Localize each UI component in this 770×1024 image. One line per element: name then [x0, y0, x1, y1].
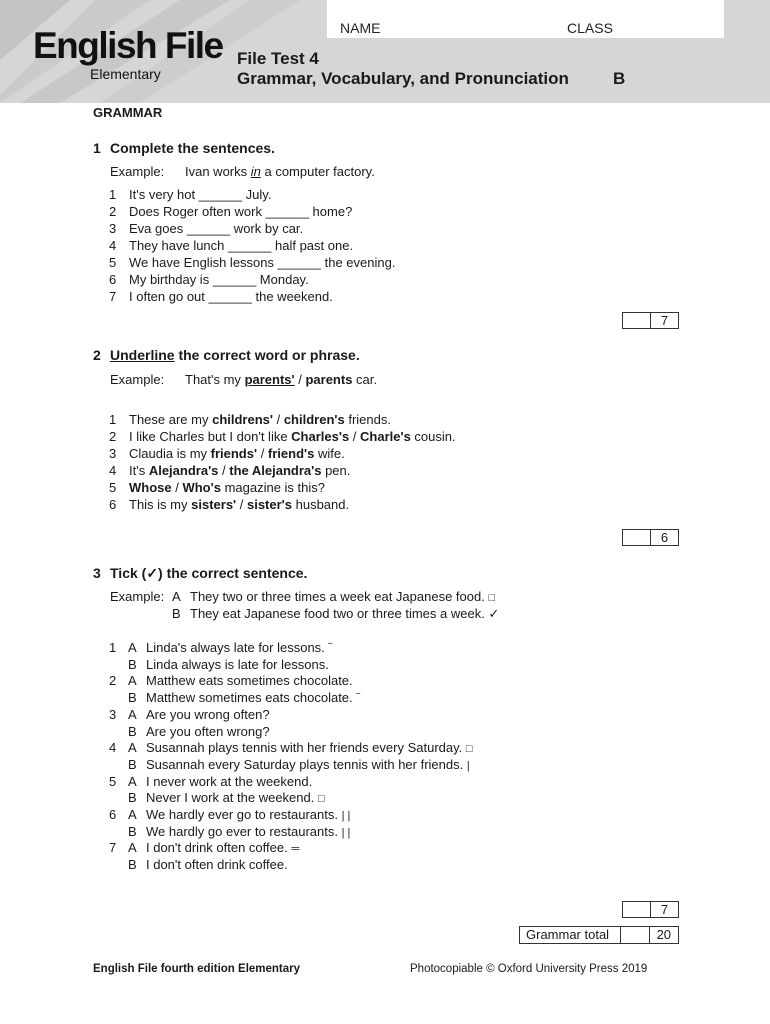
q3-item-number: 7	[109, 840, 117, 856]
q2-item-text	[129, 497, 349, 512]
q2-item-post: cousin.	[410, 429, 456, 444]
q3-item-letter: B	[128, 723, 137, 739]
q2-item-number: 6	[109, 497, 117, 512]
q1-item-text: I often go out ______ the weekend.	[129, 289, 333, 304]
q2-item-separator: /	[272, 412, 284, 427]
q1-item-text: It's very hot ______ July.	[129, 187, 272, 202]
q3-example-label: Example:	[110, 589, 165, 604]
q2-item-post: wife.	[314, 446, 345, 461]
q3-item-sentence: Never I work at the weekend.	[146, 790, 315, 806]
q2-score-box: 6	[622, 529, 679, 546]
q1-score-box: 7	[622, 312, 679, 329]
q3-item-mark-icon: □	[465, 743, 473, 756]
q3-item-mark-icon: | |	[341, 826, 351, 839]
q3-item-number: 6	[109, 807, 117, 822]
q2-item-option-a: Charles's	[291, 429, 350, 444]
q2-number: 2	[93, 347, 101, 363]
test-version: B	[613, 69, 626, 88]
q3-item-mark-icon: |	[466, 759, 470, 772]
q3-item-text	[146, 724, 270, 739]
q3-item-mark-icon: ‾	[328, 643, 333, 655]
q3-item-number: 1	[109, 640, 117, 655]
q2-instruction: Underline the correct word or phrase.	[110, 347, 360, 363]
grammar-total-label: Grammar total	[520, 927, 621, 943]
q2-example: That's my parents' / parents car.	[185, 372, 378, 387]
name-label: NAME	[340, 20, 381, 36]
q3-instruction: Tick (✓) the correct sentence.	[110, 565, 308, 581]
q1-item-number: 7	[109, 289, 117, 304]
q3-item-letter: A	[128, 640, 137, 655]
q3-item-letter: A	[128, 840, 137, 856]
q2-item-option-a: childrens'	[212, 412, 273, 427]
q3-item-text	[146, 640, 332, 655]
q2-item-number: 2	[109, 429, 117, 444]
q3-item-text	[146, 673, 353, 688]
q2-item-post: magazine is this?	[220, 480, 326, 495]
q3-item-mark-icon: □	[317, 793, 325, 806]
q2-item-separator: /	[171, 480, 183, 495]
q2-item-pre: I like Charles but I don't like	[129, 429, 292, 444]
q2-item-text	[129, 480, 325, 495]
grammar-total-box	[519, 926, 679, 944]
q3-item-mark-icon: ‾	[356, 693, 360, 706]
q2-item-post: friends.	[344, 412, 391, 427]
q3-item-sentence: I don't drink often coffee.	[146, 840, 288, 856]
q3-item-text	[146, 824, 350, 839]
q3-score-box: 7	[622, 901, 679, 918]
q2-item-text	[129, 463, 350, 478]
q2-item-option-a: Alejandra's	[148, 463, 219, 478]
q1-instruction: Complete the sentences.	[110, 140, 275, 156]
q3-item-letter: A	[128, 740, 137, 756]
q1-example-label: Example:	[110, 164, 165, 179]
q3-item-sentence: Matthew sometimes eats chocolate.	[146, 690, 353, 706]
q1-item-number: 5	[109, 255, 117, 270]
logo-title: English File	[33, 25, 223, 66]
q2-item-option-a: Whose	[129, 480, 172, 495]
q3-item-letter: B	[128, 690, 137, 706]
q2-item-option-b: Charle's	[360, 429, 411, 444]
q3-item-sentence: I never work at the weekend.	[146, 773, 313, 789]
q3-item-letter: B	[128, 857, 137, 873]
q1-example: Ivan works in a computer factory.	[185, 164, 375, 179]
q3-item-letter: B	[128, 656, 137, 672]
q3-item-number: 2	[109, 673, 117, 689]
q2-item-option-a: friends'	[210, 446, 258, 461]
q3-item-sentence: We hardly go ever to restaurants.	[146, 823, 338, 839]
q2-item-text	[129, 446, 345, 461]
q3-item-letter: A	[128, 673, 137, 689]
q3-item-text	[146, 707, 270, 722]
q2-item-post: husband.	[292, 497, 350, 512]
name-class-box	[327, 0, 724, 38]
q3-item-number: 5	[109, 773, 117, 789]
q3-item-number: 4	[109, 740, 117, 756]
footer-copyright: Photocopiable © Oxford University Press 2019	[410, 963, 648, 975]
q3-example-a: They two or three times a week eat Japanese food. □	[190, 589, 496, 604]
q3-item-text	[146, 757, 470, 772]
q2-item-text	[129, 412, 391, 427]
q2-item-post: pen.	[321, 463, 351, 478]
q2-item-separator: /	[236, 497, 247, 512]
q3-item-letter: A	[128, 773, 137, 789]
q3-item-sentence: Susannah every Saturday plays tennis with her friends.	[146, 756, 464, 772]
q1-item-number: 1	[109, 187, 117, 202]
checkmark-icon: ✓	[488, 606, 500, 621]
q2-item-option-b: children's	[283, 412, 345, 427]
q3-item-mark-icon: ═	[291, 843, 300, 856]
section-title: GRAMMAR	[93, 105, 163, 120]
q1-example-answer: in	[250, 164, 261, 179]
q3-item-sentence: Matthew eats sometimes chocolate.	[146, 673, 353, 689]
q2-item-separator: /	[257, 446, 268, 461]
q2-item-option-b: friend's	[267, 446, 315, 461]
q3-item-letter: A	[128, 807, 137, 822]
q3-item-text	[146, 807, 350, 822]
q1-item-number: 4	[109, 238, 117, 253]
q3-item-text	[146, 740, 473, 755]
q3-item-sentence: Linda always is late for lessons.	[146, 656, 329, 672]
q3-item-text	[146, 657, 329, 672]
q2-item-number: 4	[109, 463, 117, 478]
q2-item-separator: /	[349, 429, 361, 444]
logo-subtitle: Elementary	[90, 66, 161, 82]
q3-example-b-letter: B	[172, 606, 181, 621]
q2-example-label: Example:	[110, 372, 165, 387]
q3-item-sentence: We hardly ever go to restaurants.	[146, 807, 338, 822]
q1-item-number: 2	[109, 204, 117, 219]
test-title: File Test 4	[237, 49, 319, 68]
q3-item-text	[146, 690, 360, 705]
class-label: CLASS	[567, 20, 613, 36]
q1-item-number: 6	[109, 272, 117, 287]
q3-item-sentence: Are you often wrong?	[146, 723, 270, 739]
checkbox-empty-icon: □	[488, 592, 496, 604]
q3-example-b: They eat Japanese food two or three times a week. ✓	[190, 606, 500, 621]
q1-number: 1	[93, 140, 101, 156]
q3-number: 3	[93, 565, 101, 581]
q2-item-option-b: the Alejandra's	[229, 463, 322, 478]
q3-item-letter: B	[128, 823, 137, 839]
test-subtitle: Grammar, Vocabulary, and Pronunciation	[237, 69, 569, 88]
q2-item-option-a: sisters'	[191, 497, 237, 512]
q1-item-number: 3	[109, 221, 117, 236]
q2-item-pre: These are my	[129, 412, 213, 427]
q3-item-letter: B	[128, 756, 137, 772]
q3-item-letter: B	[128, 790, 137, 806]
q3-item-sentence: Are you wrong often?	[146, 706, 270, 722]
q2-item-option-b: sister's	[246, 497, 292, 512]
footer-edition: English File fourth edition Elementary	[93, 963, 301, 975]
q2-item-separator: /	[218, 463, 230, 478]
q3-item-number: 3	[109, 706, 117, 722]
q3-item-sentence: Linda's always late for lessons.	[146, 640, 325, 655]
q3-item-sentence: Susannah plays tennis with her friends every Saturday.	[146, 740, 463, 756]
q2-item-number: 5	[109, 480, 117, 495]
q2-item-pre: Claudia is my	[129, 446, 211, 461]
grammar-total-score: 20	[656, 927, 672, 942]
q1-item-text: Eva goes ______ work by car.	[129, 221, 304, 236]
q3-item-letter: A	[128, 706, 137, 722]
q2-item-text	[129, 429, 456, 444]
q3-item-text	[146, 774, 312, 789]
q3-item-sentence: I don't often drink coffee.	[146, 857, 288, 873]
q3-item-mark-icon: | |	[341, 810, 351, 822]
q2-item-pre: It's	[129, 463, 149, 478]
q2-item-option-b: Who's	[182, 480, 221, 495]
q3-item-text	[146, 790, 325, 805]
q3-example-a-letter: A	[172, 589, 181, 604]
q3-item-text	[146, 840, 299, 855]
q2-item-number: 3	[109, 446, 117, 461]
q2-item-number: 1	[109, 412, 117, 427]
q1-item-text: We have English lessons ______ the evening.	[129, 255, 396, 270]
q1-item-text: They have lunch ______ half past one.	[129, 238, 354, 253]
q2-item-pre: This is my	[129, 497, 192, 512]
q3-item-text	[146, 857, 288, 872]
q1-item-text: Does Roger often work ______ home?	[129, 204, 353, 219]
q1-item-text: My birthday is ______ Monday.	[129, 272, 309, 287]
